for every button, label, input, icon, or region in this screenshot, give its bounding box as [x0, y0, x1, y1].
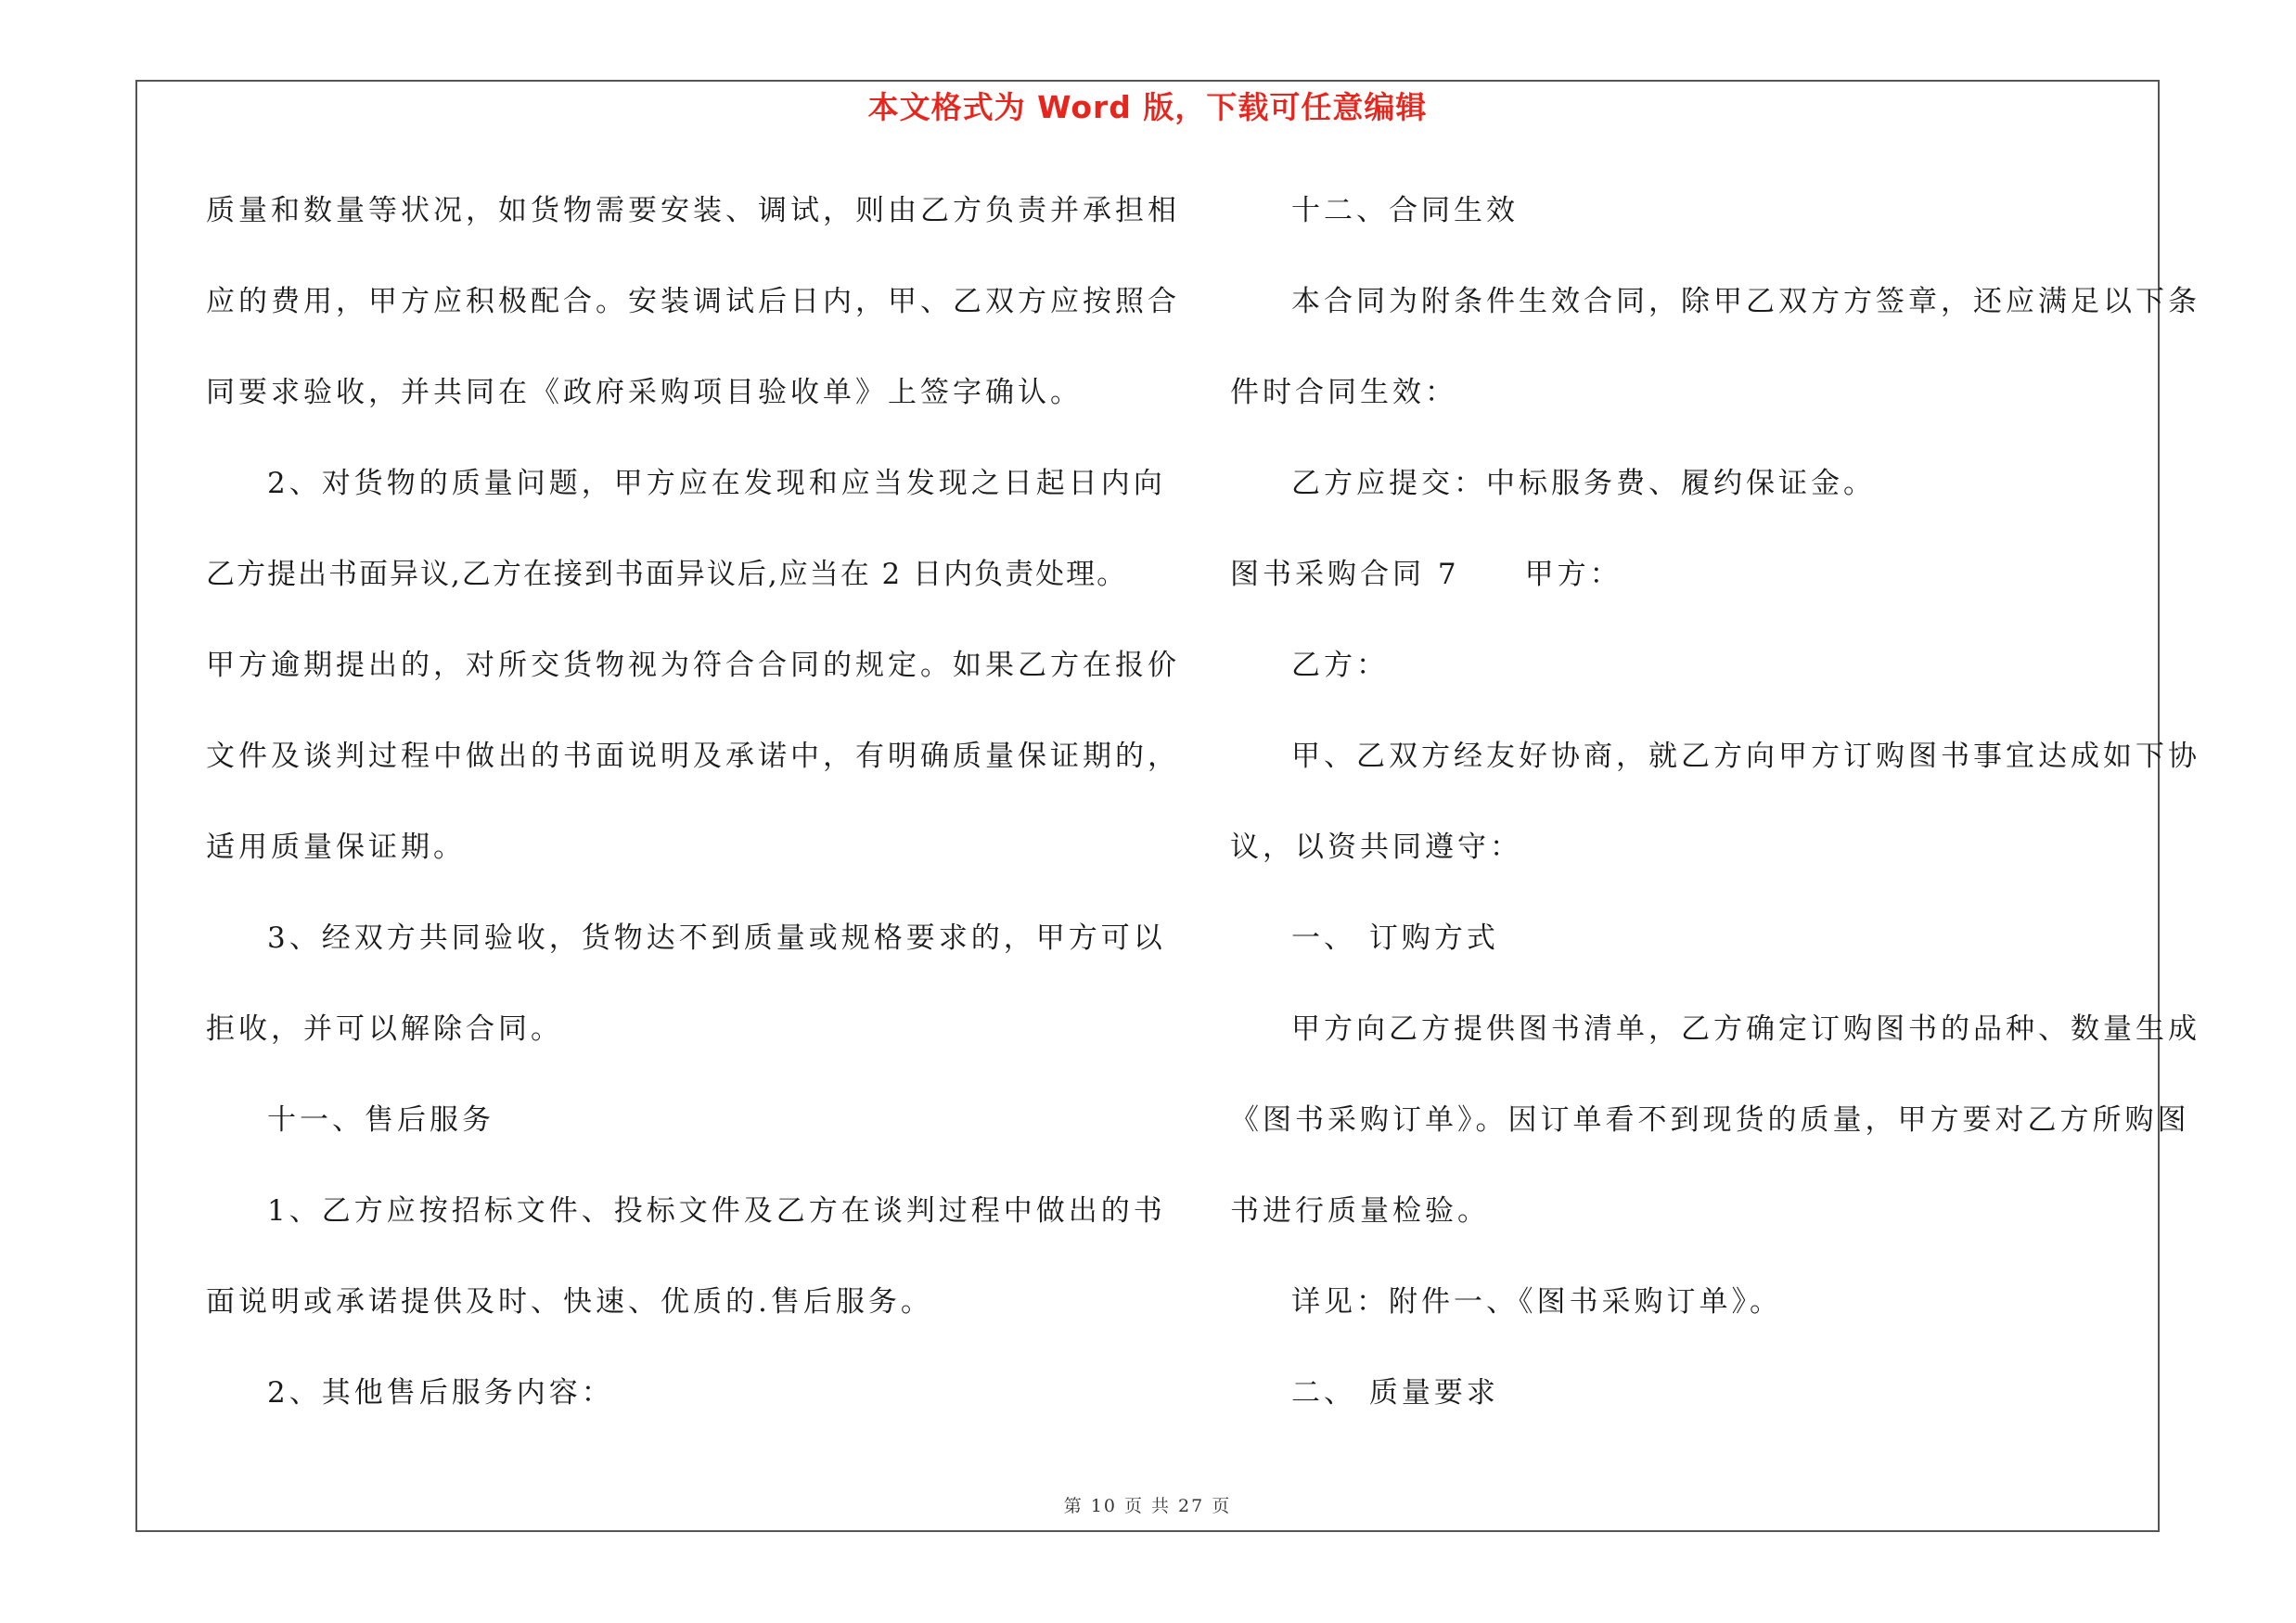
text-line: 2、其他售后服务内容：: [267, 1376, 614, 1410]
text-line: 拒收，并可以解除合同。: [206, 1012, 563, 1046]
text-line: 3、经双方共同验收，货物达不到质量或规格要求的，甲方可以: [267, 921, 1166, 955]
text-line: 乙方：: [1291, 649, 1389, 682]
text-line: 甲方逾期提出的，对所交货物视为符合合同的规定。如果乙方在报价: [206, 649, 1180, 682]
section-heading: 二、 质量要求: [1291, 1376, 1499, 1410]
left-column: [206, 188, 1180, 1462]
text-line: 适用质量保证期。: [206, 831, 466, 864]
right-column: [1230, 188, 2200, 1462]
text-line: 1、乙方应按招标文件、投标文件及乙方在谈判过程中做出的书: [267, 1194, 1166, 1228]
text-line: 议，以资共同遵守：: [1230, 831, 1522, 864]
section-heading: 一、 订购方式: [1291, 921, 1499, 955]
section-heading: 十一、售后服务: [267, 1103, 494, 1137]
page-number: 第 10 页 共 27 页: [1063, 1496, 1232, 1516]
header-banner: 本文格式为 Word 版，下载可任意编辑: [867, 89, 1428, 125]
text-line: 面说明或承诺提供及时、快速、优质的.售后服务。: [206, 1285, 933, 1319]
text-line: 乙方提出书面异议,乙方在接到书面异议后,应当在 2 日内负责处理。: [206, 558, 1128, 591]
text-line: 《图书采购订单》。因订单看不到现货的质量，甲方要对乙方所购图: [1230, 1103, 2190, 1137]
text-line: 甲方向乙方提供图书清单，乙方确定订购图书的品种、数量生成: [1291, 1012, 2200, 1046]
text-line: 文件及谈判过程中做出的书面说明及承诺中，有明确质量保证期的，: [206, 740, 1180, 773]
text-line: 图书采购合同 7 甲方：: [1230, 558, 1623, 591]
text-line: 甲、乙双方经友好协商，就乙方向甲方订购图书事宜达成如下协: [1291, 740, 2200, 773]
text-line: 同要求验收，并共同在《政府采购项目验收单》上签字确认。: [206, 376, 1083, 409]
text-line: 详见：附件一、《图书采购订单》。: [1291, 1285, 1782, 1319]
text-line: 质量和数量等状况，如货物需要安装、调试，则由乙方负责并承担相: [206, 194, 1180, 227]
text-line: 应的费用，甲方应积极配合。安装调试后日内，甲、乙双方应按照合: [206, 285, 1180, 318]
section-heading: 十二、合同生效: [1291, 194, 1519, 227]
text-line: 2、对货物的质量问题，甲方应在发现和应当发现之日起日内向: [267, 467, 1166, 500]
text-line: 件时合同生效：: [1230, 376, 1457, 409]
text-line: 乙方应提交：中标服务费、履约保证金。: [1291, 467, 1876, 500]
text-line: 本合同为附条件生效合同，除甲乙双方方签章，还应满足以下条: [1291, 285, 2200, 318]
text-line: 书进行质量检验。: [1230, 1194, 1490, 1228]
